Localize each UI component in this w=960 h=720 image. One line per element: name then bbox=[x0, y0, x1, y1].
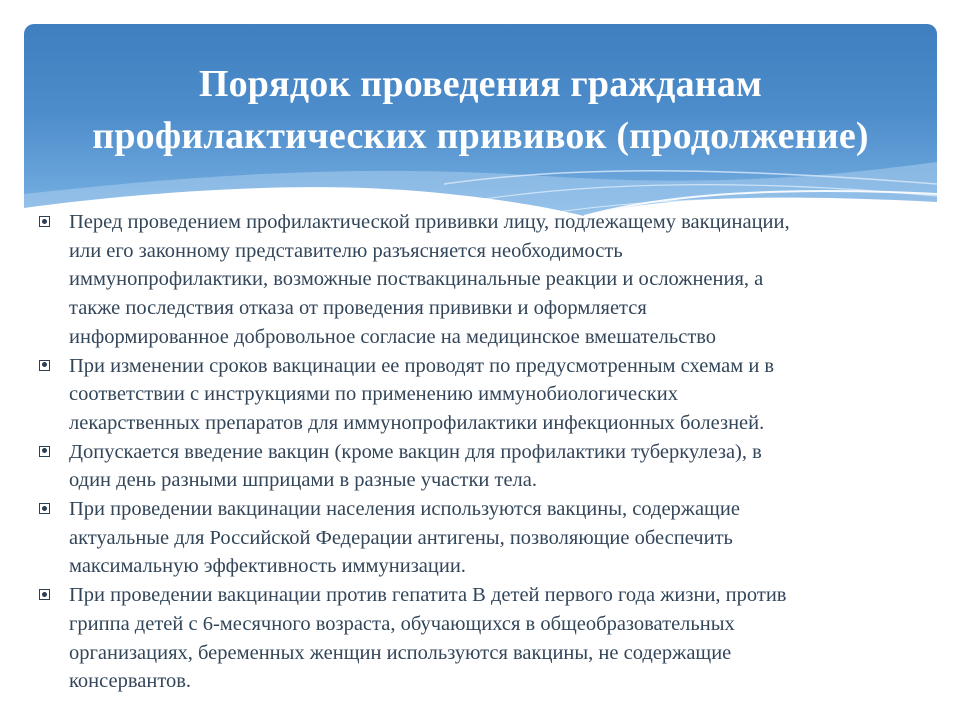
square-circle-bullet-icon bbox=[39, 503, 50, 514]
list-item-line: консервантов. bbox=[69, 670, 192, 693]
list-item-line: или его законному представителю разъясняется необходимость bbox=[69, 239, 623, 262]
list-item-line: один день разными шприцами в разные участки тела. bbox=[69, 469, 538, 492]
square-circle-bullet-icon bbox=[39, 360, 50, 371]
page-title bbox=[24, 58, 937, 162]
square-circle-bullet-icon bbox=[39, 589, 50, 600]
list-item bbox=[38, 581, 928, 696]
list-item-line: При проведении вакцинации против гепатита В детей первого года жизни, против bbox=[69, 584, 787, 607]
list-item-line: Перед проведением профилактической прививки лицу, подлежащему вакцинации, bbox=[69, 211, 790, 233]
list-item bbox=[38, 352, 928, 438]
list-item-line: гриппа детей с 6-месячного возраста, обучающихся в общеобразовательных bbox=[69, 612, 735, 635]
list-item bbox=[38, 495, 928, 581]
list-item-line: При изменении сроков вакцинации ее проводят по предусмотренным схемам и в bbox=[69, 354, 775, 377]
square-circle-bullet-icon bbox=[39, 216, 50, 227]
list-item-line: При проведении вакцинации населения используются вакцины, содержащие bbox=[69, 498, 740, 521]
list-item-line: организациях, беременных женщин используются вакцины, не содержащие bbox=[69, 641, 732, 664]
list-item-line: также последствия отказа от проведения прививки и оформляется bbox=[69, 297, 647, 320]
list-item-line: Допускается введение вакцин (кроме вакцин для профилактики туберкулеза), в bbox=[69, 440, 762, 463]
list-item bbox=[38, 208, 928, 352]
list-item-line: иммунопрофилактики, возможные поствакцинальные реакции и осложнения, а bbox=[69, 268, 764, 291]
list-item-line: актуальные для Российской Федерации антигены, позволяющие обеспечить bbox=[69, 526, 733, 549]
list-item-line: лекарственных препаратов для иммунопрофилактики инфекционных болезней. bbox=[69, 411, 765, 434]
bullet-list bbox=[38, 208, 928, 696]
list-item-line: информированное добровольное согласие на медицинское вмешательство bbox=[69, 325, 717, 348]
square-circle-bullet-icon bbox=[39, 446, 50, 457]
title-line-2: профилактических прививок (продолжение) bbox=[92, 115, 869, 157]
list-item-line: максимальную эффективность иммунизации. bbox=[69, 555, 466, 578]
title-line-1: Порядок проведения гражданам bbox=[198, 63, 763, 105]
list-item-line: соответствии с инструкциями по применению иммунобиологических bbox=[69, 383, 678, 406]
list-item bbox=[38, 438, 928, 495]
